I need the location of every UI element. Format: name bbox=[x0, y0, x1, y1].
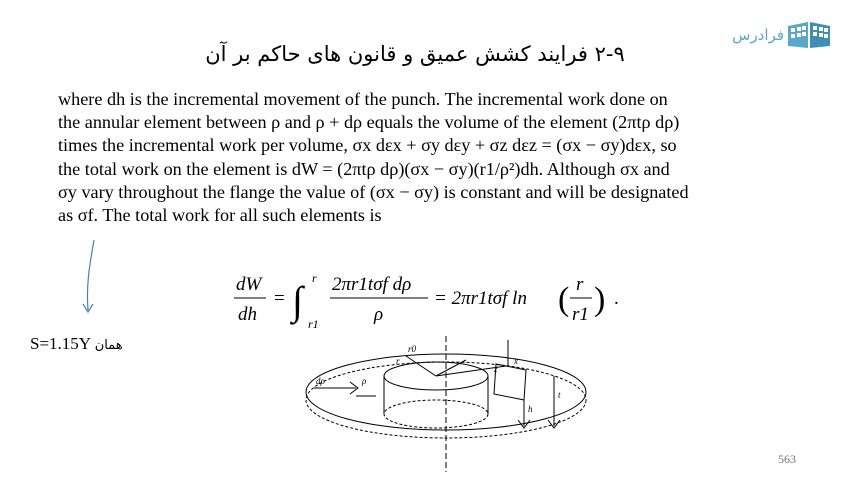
flange-diagram bbox=[296, 336, 596, 472]
text-line: σy vary throughout the flange the value of (σx − σy) is constant and will be designated bbox=[58, 181, 689, 202]
fig-label-drho: dρ bbox=[316, 376, 325, 386]
eq-period: . bbox=[614, 288, 619, 309]
body-paragraph bbox=[58, 88, 798, 227]
text-line: the annular element between ρ and ρ + dρ equals the volume of the element (2πtρ dρ) bbox=[58, 112, 680, 133]
eq-int-lower: r1 bbox=[308, 317, 319, 331]
fig-label-h: h bbox=[528, 404, 533, 414]
fig-label-z: z bbox=[494, 364, 498, 374]
logo bbox=[714, 20, 834, 54]
eq-lhs-num: dW bbox=[236, 274, 262, 295]
fig-label-r: r bbox=[396, 356, 400, 366]
eq-integrand-num: 2πr1tσf dρ bbox=[332, 274, 412, 295]
page-number: 563 bbox=[778, 452, 796, 466]
eq-integral-sign: ∫ bbox=[292, 278, 303, 323]
eq-frac-den: r1 bbox=[572, 304, 589, 325]
text-line: as σf. The total work for all such elements is bbox=[58, 205, 382, 226]
eq-equals: = bbox=[274, 288, 285, 309]
note-persian: همان bbox=[94, 338, 123, 353]
eq-rhs: = 2πr1tσf ln bbox=[434, 288, 527, 309]
eq-lhs-den: dh bbox=[238, 304, 257, 325]
eq-integrand-den: ρ bbox=[374, 304, 384, 325]
eq-paren-right: ) bbox=[594, 281, 606, 318]
eq-int-upper: r bbox=[312, 271, 317, 285]
text-line: times the incremental work per volume, σx dεx + σy dεy + σz dεz = (σx − σy)dεx, so bbox=[58, 135, 677, 156]
handwritten-note bbox=[30, 334, 123, 354]
eq-frac-num: r bbox=[576, 274, 584, 295]
text-line: where dh is the incremental movement of the punch. The incremental work done on bbox=[58, 89, 668, 109]
fig-label-r0: r0 bbox=[408, 344, 417, 354]
book-icon bbox=[786, 20, 832, 50]
fig-label-rho: ρ bbox=[362, 376, 367, 386]
text-line: the total work on the element is dW = (2πtρ dρ)(σx − σy)(r1/ρ²)dh. Although σx and bbox=[58, 158, 670, 179]
logo-text: فرادرس bbox=[732, 26, 784, 44]
work-equation bbox=[232, 270, 652, 334]
annotation-arrow bbox=[80, 238, 100, 318]
page-title: ۲-۹ فرایند کشش عمیق و قانون های حاکم بر آن bbox=[205, 42, 625, 66]
fig-label-t: t bbox=[558, 390, 561, 400]
eq-paren-left: ( bbox=[558, 281, 570, 318]
note-text: S=1.15Y bbox=[30, 334, 91, 353]
fig-label-x: x bbox=[514, 356, 518, 366]
